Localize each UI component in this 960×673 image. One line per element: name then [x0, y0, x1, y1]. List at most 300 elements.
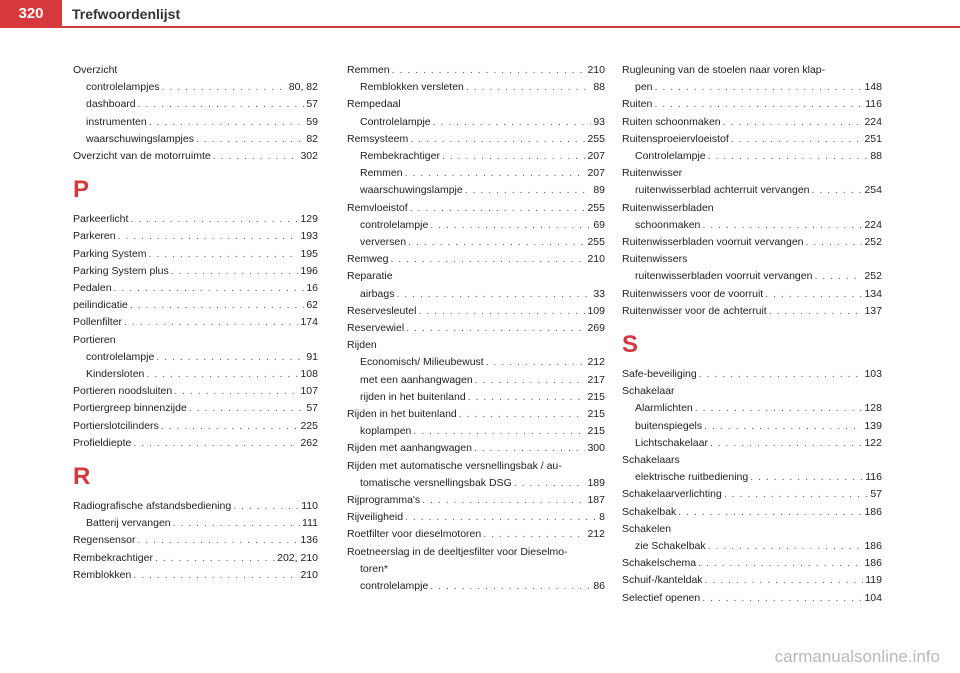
index-entry: [73, 567, 318, 584]
entry-page-ref: 88: [870, 150, 882, 163]
entry-term: instrumenten: [86, 115, 147, 128]
index-entry: [622, 131, 882, 148]
index-entry: [73, 263, 318, 280]
dot-leader: [708, 148, 869, 165]
entry-term: Rembekrachtiger: [360, 150, 440, 163]
dot-leader: [475, 372, 586, 389]
dot-leader: [654, 96, 863, 113]
entry-page-ref: 300: [587, 442, 605, 455]
entry-term: Reservesleutel: [347, 304, 417, 317]
index-heading: [347, 337, 605, 354]
entry-term: pen: [635, 81, 653, 94]
index-entry: [622, 268, 882, 285]
dot-leader: [705, 572, 864, 589]
dot-leader: [731, 131, 863, 148]
entry-page-ref: 110: [301, 500, 318, 513]
entry-term: Remblokken: [73, 568, 132, 581]
index-entry: [347, 475, 605, 492]
entry-page-ref: 8: [599, 511, 605, 524]
entry-term: Remmen: [347, 64, 390, 76]
entry-term: Ruitensproeiervloeistof: [622, 132, 729, 145]
index-entry: [622, 366, 882, 383]
entry-page-ref: 210: [587, 253, 605, 266]
dot-leader: [704, 418, 862, 435]
entry-term: airbags: [360, 287, 395, 300]
entry-page-ref: 57: [306, 402, 318, 415]
entry-term: Pollenfilter: [73, 316, 123, 329]
entry-page-ref: 148: [864, 81, 882, 94]
index-entry: [73, 280, 318, 297]
dot-leader: [724, 486, 869, 503]
entry-term: Rijprogramma's: [347, 494, 421, 507]
dot-leader: [812, 182, 863, 199]
dot-leader: [137, 532, 298, 549]
entry-term: Ruitenwissers: [622, 253, 688, 266]
index-entry: [347, 165, 605, 182]
entry-term: koplampen: [360, 425, 412, 438]
entry-page-ref: 224: [864, 115, 882, 128]
index-entry: [73, 148, 318, 165]
entry-page-ref: 217: [587, 373, 605, 386]
index-entry: [73, 228, 318, 245]
entry-term: Rijveiligheid: [347, 511, 404, 524]
entry-term: Schakelaarverlichting: [622, 488, 722, 501]
entry-page-ref: 57: [870, 488, 882, 501]
dot-leader: [699, 366, 863, 383]
entry-page-ref: 129: [300, 213, 318, 226]
entry-page-ref: 62: [306, 299, 318, 312]
index-entry: [73, 515, 318, 532]
entry-page-ref: 212: [587, 528, 605, 541]
entry-term: controlelampje: [86, 350, 155, 363]
section-letter-p: P: [73, 176, 90, 204]
entry-page-ref: 186: [864, 505, 882, 518]
entry-page-ref: 88: [593, 81, 605, 94]
dot-leader: [486, 354, 586, 371]
entry-page-ref: 210: [587, 64, 605, 76]
entry-page-ref: 91: [306, 350, 318, 363]
dot-leader: [514, 475, 586, 492]
dot-leader: [155, 550, 275, 567]
index-entry: [622, 435, 882, 452]
entry-term: Portieren noodsluiten: [73, 385, 173, 398]
entry-term: Rijden: [347, 339, 377, 352]
dot-leader: [710, 435, 863, 452]
page-header: [0, 0, 960, 28]
entry-term: Rembekrachtiger: [73, 551, 153, 564]
header-rule: [62, 26, 960, 28]
entry-page-ref: 210: [300, 568, 318, 581]
entry-term: Economisch/ Milieubewust: [360, 356, 484, 369]
index-entry: [73, 114, 318, 131]
entry-term: Remvloeistof: [347, 201, 408, 214]
index-entry: [73, 383, 318, 400]
entry-term: rijden in het buitenland: [360, 390, 466, 403]
dot-leader: [466, 79, 591, 96]
index-entry: [622, 303, 882, 320]
dot-leader: [702, 217, 862, 234]
index-entry: [73, 297, 318, 314]
dot-leader: [433, 114, 592, 131]
index-column-2: [347, 62, 605, 595]
entry-term: Remweg: [347, 253, 389, 266]
entry-term: tomatische versnellingsbak DSG: [360, 476, 512, 489]
entry-term: ruitenwisserblad achterruit vervangen: [635, 184, 810, 197]
index-entry: [622, 418, 882, 435]
entry-page-ref: 255: [587, 236, 605, 249]
entry-page-ref: 186: [864, 540, 882, 553]
index-entry: [622, 79, 882, 96]
dot-leader: [708, 538, 863, 555]
index-column-1: [73, 62, 318, 584]
entry-page-ref: 122: [864, 436, 882, 449]
index-entry: [347, 114, 605, 131]
entry-page-ref: 93: [593, 115, 605, 128]
entry-page-ref: 119: [865, 574, 882, 587]
entry-term: Rijden in het buitenland: [347, 408, 457, 421]
entry-term: buitenspiegels: [635, 419, 703, 432]
entry-term: Selectief openen: [622, 591, 701, 604]
entry-page-ref: 215: [587, 425, 605, 438]
entry-page-ref: 186: [864, 557, 882, 570]
index-entry: [347, 509, 605, 526]
entry-page-ref: 108: [300, 368, 318, 381]
entry-term: Controlelampje: [360, 115, 431, 128]
entry-term: Reservewiel: [347, 322, 405, 335]
index-heading: [73, 62, 318, 79]
entry-term: Ruitenwisserbladen voorruit vervangen: [622, 236, 804, 249]
entry-term: Schakelbak: [622, 505, 677, 518]
index-entry: [73, 349, 318, 366]
index-heading: [622, 521, 882, 538]
index-entry: [622, 148, 882, 165]
index-entry: [622, 469, 882, 486]
entry-page-ref: 189: [587, 476, 605, 489]
dot-leader: [149, 246, 299, 263]
entry-term: Reparatie: [347, 270, 393, 283]
index-entry: [622, 286, 882, 303]
entry-term: ruitenwisserbladen voorruit vervangen: [635, 270, 813, 283]
section-letter-r: R: [73, 463, 91, 491]
dot-leader: [130, 297, 304, 314]
index-entry: [622, 234, 882, 251]
entry-page-ref: 103: [864, 368, 882, 381]
dot-leader: [413, 423, 585, 440]
entry-term: Alarmlichten: [635, 402, 693, 415]
index-column-3: [622, 62, 882, 607]
entry-page-ref: 128: [864, 402, 882, 415]
entry-term: Rempedaal: [347, 98, 401, 111]
dot-leader: [442, 148, 586, 165]
dot-leader: [405, 165, 586, 182]
entry-page-ref: 109: [587, 304, 605, 317]
index-heading: [347, 96, 605, 113]
entry-term: Rijden met aanhangwagen: [347, 442, 472, 455]
entry-page-ref: 215: [587, 408, 605, 421]
entry-term: met een aanhangwagen: [360, 373, 473, 386]
entry-term: Controlelampje: [635, 150, 706, 163]
entry-page-ref: 80, 82: [288, 81, 318, 94]
index-entry: [347, 79, 605, 96]
dot-leader: [133, 435, 298, 452]
watermark: carmanualsonline.info: [774, 647, 940, 666]
entry-term: Schakelaar: [622, 385, 675, 398]
dot-leader: [189, 400, 304, 417]
index-heading: [347, 268, 605, 285]
index-entry: [622, 572, 882, 589]
dot-leader: [118, 228, 299, 245]
section-letter-s: S: [622, 331, 639, 359]
entry-term: verversen: [360, 236, 407, 249]
index-entry: [347, 578, 605, 595]
index-entry: [622, 217, 882, 234]
entry-term: Ruitenwisser: [622, 167, 683, 180]
dot-leader: [390, 251, 585, 268]
entry-term: Parking System plus: [73, 264, 169, 277]
index-entry: [347, 303, 605, 320]
entry-term: Overzicht: [73, 64, 118, 76]
index-heading: [622, 165, 882, 182]
index-entry: [73, 314, 318, 331]
index-entry: [347, 286, 605, 303]
entry-term: Remmen: [360, 167, 403, 180]
dot-leader: [723, 114, 863, 131]
index-entry: [73, 498, 318, 515]
dot-leader: [474, 440, 586, 457]
entry-page-ref: 57: [306, 98, 318, 111]
entry-page-ref: 212: [587, 356, 605, 369]
entry-page-ref: 134: [864, 287, 882, 300]
index-entry: [347, 148, 605, 165]
entry-term: Ruiten: [622, 98, 653, 111]
index-heading: [73, 332, 318, 349]
index-entry: [73, 96, 318, 113]
dot-leader: [196, 131, 304, 148]
entry-term: Parkeerlicht: [73, 213, 129, 226]
index-entry: Roetneerslag in de deeltjesfilter voor Dieselmo-: [347, 545, 568, 558]
entry-term: Pedalen: [73, 282, 112, 295]
entry-page-ref: 136: [300, 534, 318, 547]
entry-page-ref: 225: [300, 419, 318, 432]
entry-page-ref: 193: [300, 230, 318, 243]
index-entry: [622, 114, 882, 131]
entry-term: schoonmaken: [635, 218, 701, 231]
entry-page-ref: 207: [587, 150, 605, 163]
index-entry: [622, 555, 882, 572]
entry-term: Ruitenwisser voor de achterruit: [622, 304, 767, 317]
dot-leader: [405, 509, 597, 526]
entry-page-ref: 251: [864, 132, 882, 145]
index-entry: [73, 532, 318, 549]
index-entry: [622, 538, 882, 555]
index-entry: [73, 550, 318, 567]
dot-leader: [468, 389, 586, 406]
dot-leader: [410, 131, 585, 148]
dot-leader: [149, 114, 305, 131]
entry-term: Remblokken versleten: [360, 81, 464, 94]
entry-term: Batterij vervangen: [86, 517, 171, 530]
dot-leader: [161, 418, 299, 435]
entry-term: Portieren: [73, 333, 116, 346]
index-entry: [622, 504, 882, 521]
index-entry: [347, 354, 605, 371]
entry-page-ref: 252: [864, 236, 882, 249]
page-number: 320: [0, 0, 62, 28]
index-entry: Rugleuning van de stoelen naar voren klap-: [622, 64, 826, 76]
dot-leader: [465, 182, 592, 199]
entry-page-ref: 89: [593, 184, 605, 197]
entry-page-ref: 104: [864, 591, 882, 604]
dot-leader: [459, 406, 586, 423]
dot-leader: [750, 469, 863, 486]
entry-page-ref: 215: [587, 390, 605, 403]
index-entry: [73, 211, 318, 228]
entry-page-ref: 202, 210: [277, 551, 318, 564]
entry-page-ref: 255: [587, 201, 605, 214]
index-entry: [622, 96, 882, 113]
entry-page-ref: 252: [864, 270, 882, 283]
entry-term: Ruitenwissers voor de voorruit: [622, 287, 764, 300]
entry-term: waarschuwingslampjes: [86, 132, 194, 145]
entry-term: Schakelschema: [622, 557, 697, 570]
entry-page-ref: 139: [864, 419, 882, 432]
entry-term: Portierslotcilinders: [73, 419, 159, 432]
dot-leader: [410, 200, 586, 217]
entry-term: Remsysteem: [347, 132, 409, 145]
index-entry: [347, 217, 605, 234]
page-title: Trefwoordenlijst: [72, 6, 181, 22]
dot-leader: [138, 96, 305, 113]
dot-leader: [695, 400, 863, 417]
entry-term: Kindersloten: [86, 368, 145, 381]
entry-page-ref: 255: [587, 132, 605, 145]
index-entry: [73, 418, 318, 435]
dot-leader: [213, 148, 299, 165]
index-entry: [347, 182, 605, 199]
index-entry: [73, 131, 318, 148]
entry-page-ref: 224: [864, 218, 882, 231]
entry-term: Profieldiepte: [73, 436, 132, 449]
entry-term: Schuif-/kanteldak: [622, 574, 703, 587]
index-entry: [347, 62, 605, 79]
dot-leader: [396, 286, 591, 303]
entry-term: Ruiten schoonmaken: [622, 115, 721, 128]
entry-page-ref: 82: [306, 132, 318, 145]
index-entry: [347, 372, 605, 389]
entry-term: Roetfilter voor dieselmotoren: [347, 528, 482, 541]
dot-leader: [171, 263, 299, 280]
dot-leader: [130, 211, 298, 228]
dot-leader: [114, 280, 305, 297]
entry-term: peilindicatie: [73, 299, 128, 312]
entry-page-ref: 195: [300, 247, 318, 260]
index-entry: Rijden met automatische versnellingsbak / au-: [347, 459, 562, 472]
entry-page-ref: 116: [865, 471, 882, 484]
dot-leader: [406, 320, 585, 337]
index-entry: [347, 423, 605, 440]
entry-term: Parking System: [73, 247, 147, 260]
index-entry: [347, 389, 605, 406]
entry-page-ref: 174: [300, 316, 318, 329]
dot-leader: [392, 62, 586, 79]
dot-leader: [156, 349, 304, 366]
index-entry: [347, 200, 605, 217]
index-entry: [347, 406, 605, 423]
dot-leader: [233, 498, 299, 515]
entry-page-ref: 137: [864, 304, 882, 317]
entry-term: elektrische ruitbediening: [635, 471, 749, 484]
entry-term: Schakelaars: [622, 454, 680, 467]
entry-page-ref: 207: [587, 167, 605, 180]
entry-term: dashboard: [86, 98, 136, 111]
entry-term: Parkeren: [73, 230, 116, 243]
index-entry: [73, 400, 318, 417]
entry-term: Regensensor: [73, 534, 136, 547]
index-entry: [622, 590, 882, 607]
dot-leader: [146, 366, 298, 383]
dot-leader: [765, 286, 862, 303]
index-entry: [347, 526, 605, 543]
index-entry: [622, 400, 882, 417]
index-heading: [622, 452, 882, 469]
entry-term: Ruitenwisserbladen: [622, 201, 714, 214]
index-entry: [347, 320, 605, 337]
entry-page-ref: 59: [306, 115, 318, 128]
entry-term: controlelampje: [360, 580, 429, 593]
entry-term: controlelampjes: [86, 81, 160, 94]
dot-leader: [655, 79, 863, 96]
index-entry: [622, 182, 882, 199]
entry-page-ref: 16: [306, 282, 318, 295]
dot-leader: [702, 590, 862, 607]
dot-leader: [408, 234, 585, 251]
index-entry-continuation: toren*: [360, 562, 389, 575]
entry-page-ref: 187: [587, 494, 605, 507]
dot-leader: [124, 314, 298, 331]
entry-page-ref: 111: [302, 517, 318, 530]
entry-term: Lichtschakelaar: [635, 436, 708, 449]
dot-leader: [418, 303, 585, 320]
entry-page-ref: 69: [593, 218, 605, 231]
index-entry: [73, 366, 318, 383]
entry-page-ref: 196: [300, 264, 318, 277]
entry-term: Schakelen: [622, 522, 672, 535]
dot-leader: [430, 578, 591, 595]
index-heading: [622, 200, 882, 217]
index-entry: [347, 492, 605, 509]
entry-page-ref: 262: [300, 436, 318, 449]
entry-page-ref: 269: [587, 322, 605, 335]
index-entry: [347, 234, 605, 251]
entry-page-ref: 116: [865, 98, 882, 111]
index-entry: [73, 435, 318, 452]
index-heading: [622, 383, 882, 400]
entry-page-ref: 33: [593, 287, 605, 300]
entry-page-ref: 254: [864, 184, 882, 197]
entry-term: controlelampje: [360, 218, 429, 231]
entry-term: Overzicht van de motorruimte: [73, 150, 211, 163]
dot-leader: [483, 526, 585, 543]
dot-leader: [174, 383, 298, 400]
index-entry: [622, 486, 882, 503]
dot-leader: [162, 79, 287, 96]
dot-leader: [814, 268, 862, 285]
index-entry: [347, 251, 605, 268]
entry-term: Safe-beveiliging: [622, 368, 697, 381]
dot-leader: [698, 555, 862, 572]
entry-term: zie Schakelbak: [635, 540, 706, 553]
dot-leader: [133, 567, 298, 584]
